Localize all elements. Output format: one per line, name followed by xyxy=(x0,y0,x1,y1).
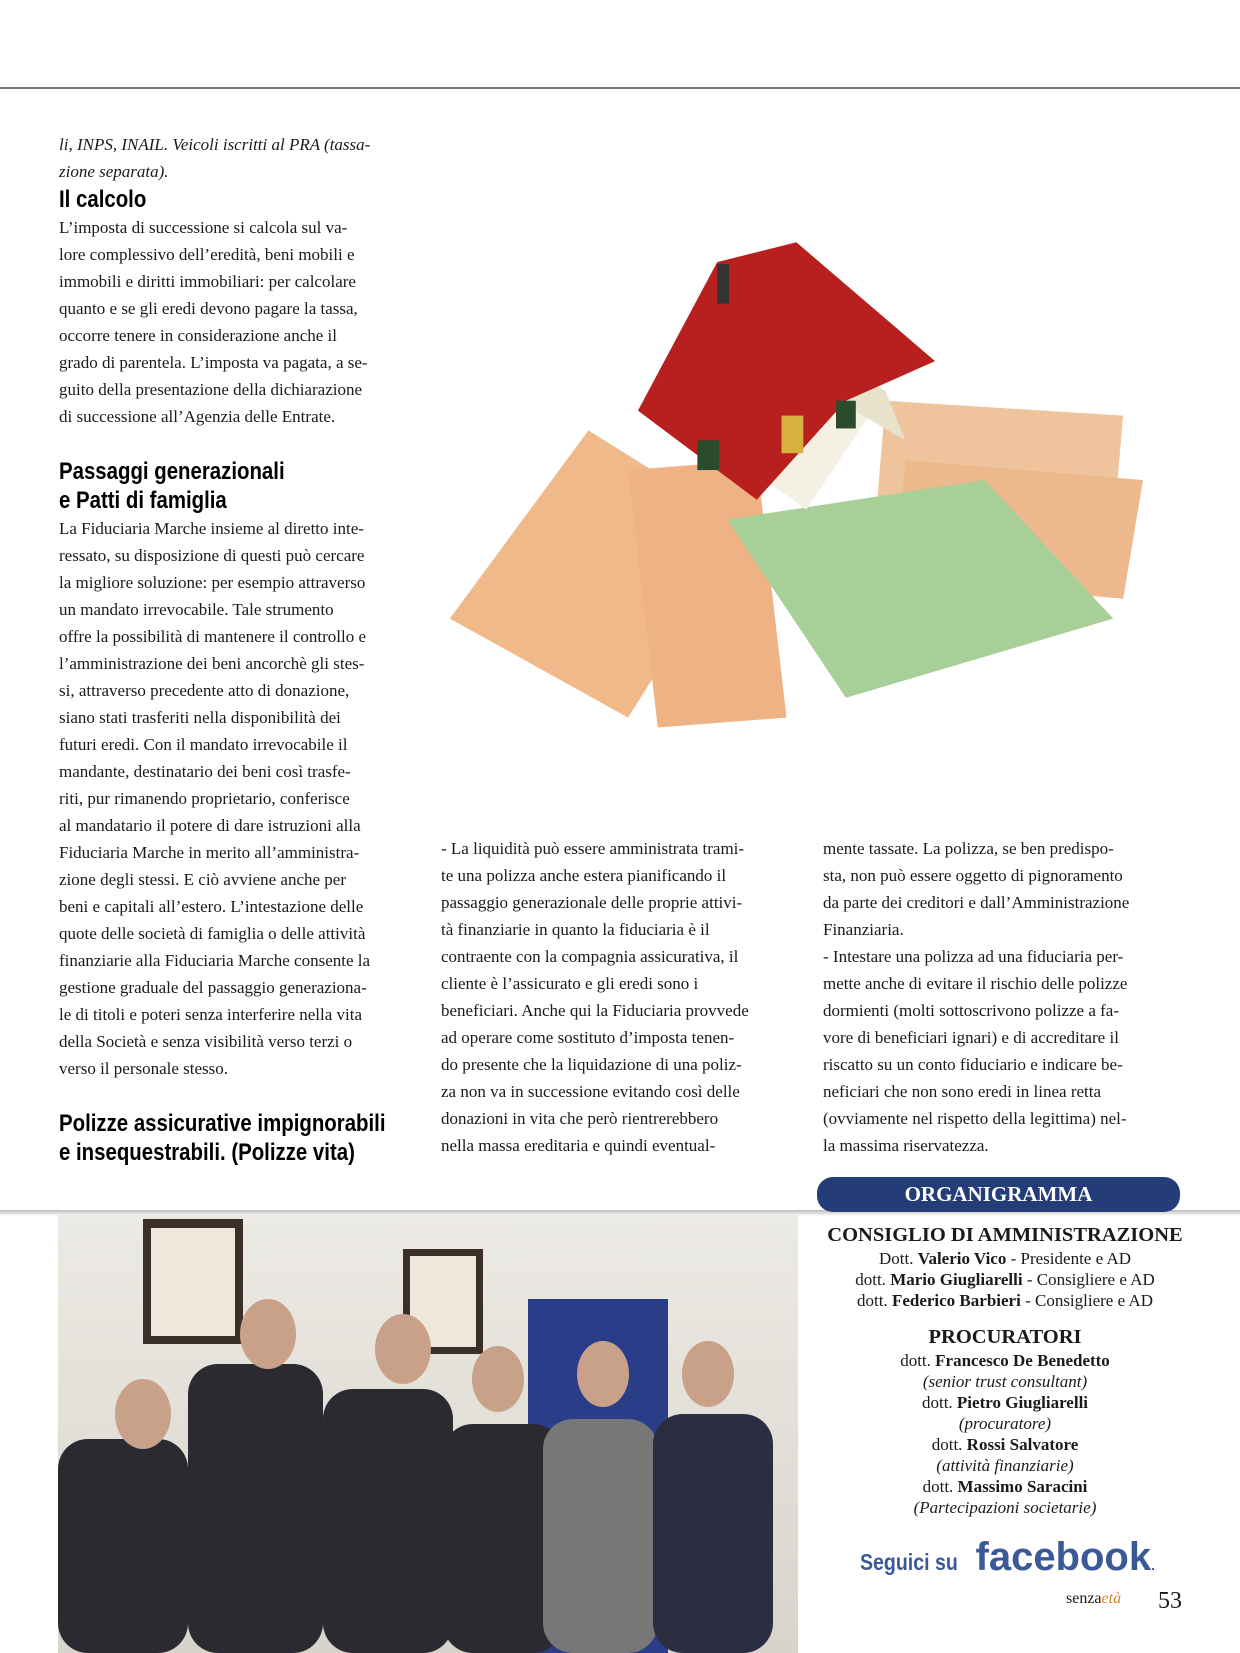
paragraph-liquidita: - La liquidità può essere amministrata trami- te una polizza anche estera pianificando il passaggio generazionale delle proprie attivi- tà finanziarie in quanto la fiduciaria è il contraente con la compagnia assicurativa, il cliente è l’assicurato e gli eredi sono i beneficiari. Anche qui la Fiduciaria provvede ad operare come sostituto d’imposta tenen- do presente che la liquidazione di una poliz- za non va in successione evitando così delle donazioni in vita che però rientrerebbero nella massa ereditaria e quindi eventual- xyxy=(441,839,749,1155)
organigramma-body xyxy=(815,1223,1195,1518)
banknote-50 xyxy=(628,460,786,727)
heading-polizze: Polizze assicurative impignorabili e insequestrabili. (Polizze vita) xyxy=(59,1110,386,1166)
procuratore: dott. Rossi Salvatore (attività finanziarie) xyxy=(931,1435,1079,1475)
heading-calcolo: Il calcolo xyxy=(59,186,147,213)
left-column xyxy=(59,131,421,1167)
paragraph-passaggi: La Fiduciaria Marche insieme al diretto inte- ressato, su disposizione di questi può cercare la migliore soluzione: per esempio attraverso un mandato irrevocabile. Tale strumento offre la possibilità di mantenere il controllo e l’amministrazione dei beni ancorchè gli stes- si, attraverso precedente atto di donazione, siano stati trasferiti nella disponibilità dei futuri eredi. Con il mandato irrevocabile il mandante, destinatario dei beni così trasfe- riti, pur rimanendo proprietario, conferisce al mandatario il potere di dare istruzioni alla Fiduciaria Marche in merito all’amministra- zione degli stessi. E ciò avviene anche per beni e capitali all’estero. L’intestazione delle quote delle società di famiglia o delle attività finanziarie alla Fiduciaria Marche consente la gestione graduale del passaggio generaziona- le di titoli e poteri senza interferire nella vita della Società e senza visibilità verso terzi o verso il personale stesso. xyxy=(59,519,371,1078)
paragraph-intestazione: mente tassate. La polizza, se ben predispo- sta, non può essere oggetto di pignoramento da parte dei creditori e dall’Amministrazione Finanziaria. - Intestare una polizza ad una fiduciaria per- mette anche di evitare il rischio delle polizze dormienti (molti sottoscrivono polizze a fa- vore di beneficiari ignari) e di accreditare il riscatto su un conto fiduciario e indicare be- neficiari che non sono eredi in linea retta (ovviamente nel rispetto della legittima) nel- la massima riservatezza. xyxy=(823,839,1130,1155)
procuratore: dott. Massimo Saracini (Partecipazioni societarie) xyxy=(913,1477,1097,1517)
facebook-follow-link[interactable]: Seguici su facebook. xyxy=(860,1535,1155,1579)
procuratori-title: PROCURATORI xyxy=(928,1326,1082,1348)
procuratore: dott. Pietro Giugliarelli (procuratore) xyxy=(921,1393,1089,1433)
board-member: dott. Federico Barbieri - Consigliere e AD xyxy=(856,1291,1154,1310)
paragraph-calcolo: L’imposta di successione si calcola sul va- lore complessivo dell’eredità, beni mobili e immobili e diritti immobiliari: per calcolare quanto e se gli eredi devono pagare la tassa, occorre tenere in considerazione anche il grado di parentela. L’imposta va pagata, a se- guito della presentazione della dichiarazione di successione all’Agenzia delle Entrate. xyxy=(59,218,368,426)
facebook-logo: facebook xyxy=(975,1535,1152,1579)
house-on-euros-image xyxy=(430,200,1240,748)
heading-passaggi: Passaggi generazionali e Patti di famiglia xyxy=(59,458,285,514)
top-rule xyxy=(0,87,1240,89)
organigramma-header: ORGANIGRAMMA xyxy=(817,1177,1180,1212)
right-column xyxy=(823,835,1223,1159)
middle-column xyxy=(441,835,811,1159)
board-member: Dott. Valerio Vico - Presidente e AD xyxy=(879,1249,1131,1268)
page-number: 53 xyxy=(1158,1588,1182,1614)
procuratore: dott. Francesco De Benedetto (senior trust consultant) xyxy=(900,1351,1110,1391)
magazine-name: senzaetà xyxy=(1066,1590,1122,1607)
group-photo xyxy=(58,1214,798,1653)
intro-text: li, INPS, INAIL. Veicoli iscritti al PRA (tassa- zione separata). xyxy=(59,135,371,181)
board-title: CONSIGLIO DI AMMINISTRAZIONE xyxy=(827,1224,1183,1246)
board-member: dott. Mario Giugliarelli - Consigliere e AD xyxy=(855,1270,1155,1289)
